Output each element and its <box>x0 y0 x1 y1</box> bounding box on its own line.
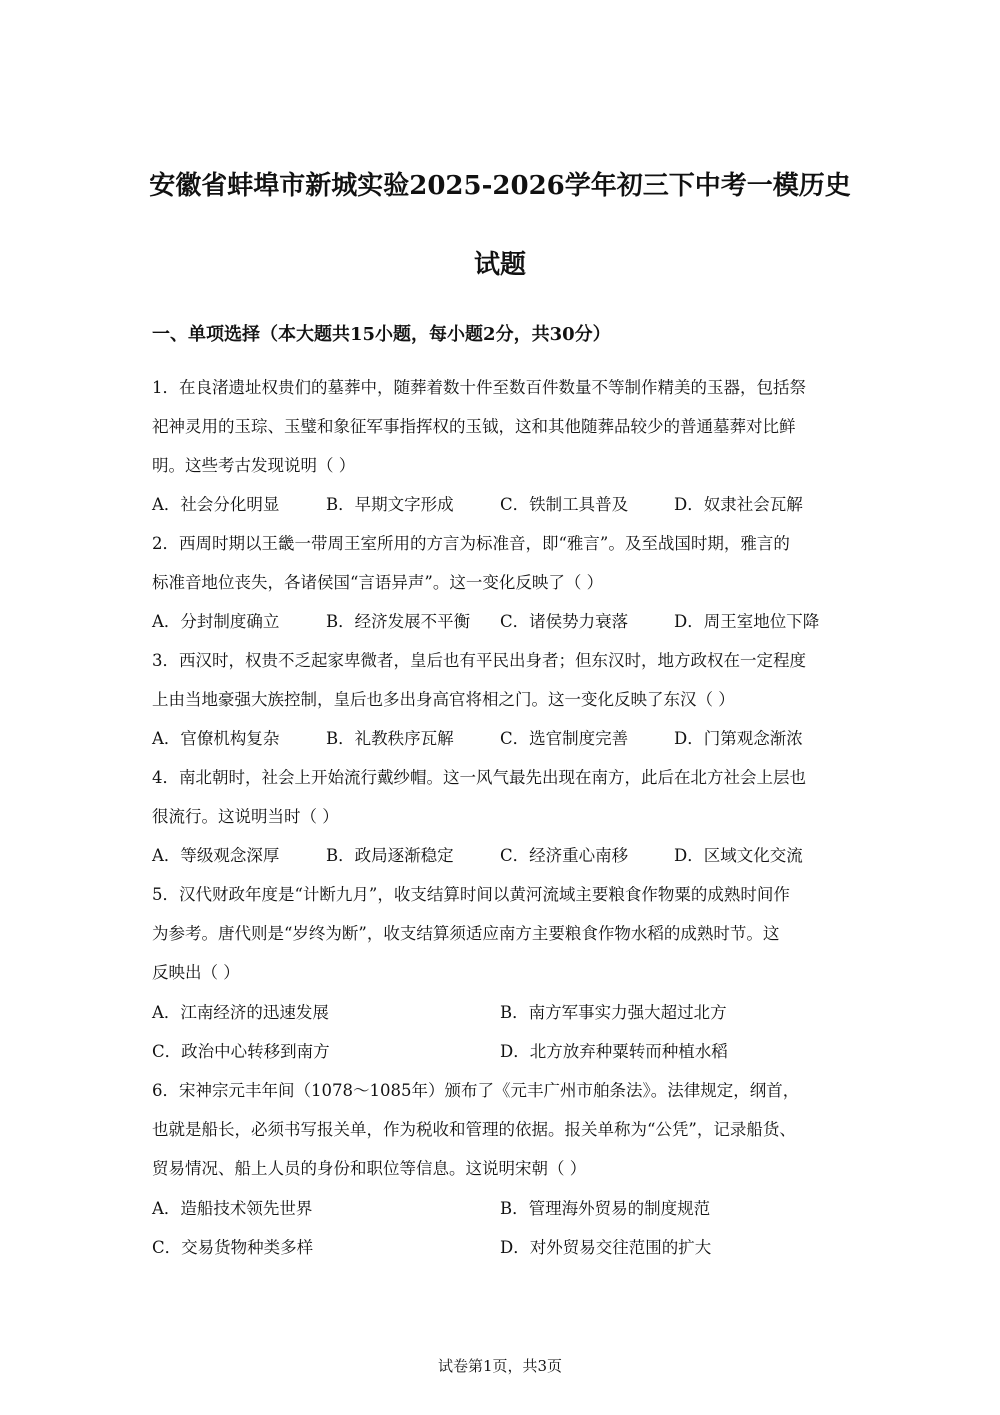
question-2-options <box>152 602 852 641</box>
question-3-option-d[interactable]: D．门第观念渐浓 <box>674 729 803 748</box>
question-4-stem <box>152 758 852 836</box>
question-1-line-1: 1．在良渚遗址权贵们的墓葬中，随葬着数十件至数百件数量不等制作精美的玉器，包括祭 <box>152 378 806 397</box>
question-1-option-a[interactable]: A．社会分化明显 <box>152 495 280 514</box>
question-5-line-2: 为参考。唐代则是“岁终为断”，收支结算须适应南方主要粮食作物水稻的成熟时节。这 <box>152 924 780 943</box>
question-6-options-row-1 <box>152 1189 852 1228</box>
exam-title-line-2: 试题 <box>473 250 526 280</box>
question-6-option-c[interactable]: C．交易货物种类多样 <box>152 1238 314 1257</box>
question-2-line-1: 2．西周时期以王畿一带周王室所用的方言为标准音，即“雅言”。及至战国时期，雅言的 <box>152 534 790 553</box>
question-5-stem <box>152 875 852 992</box>
question-4-option-b[interactable]: B．政局逐渐稳定 <box>326 846 454 865</box>
question-2-option-d[interactable]: D．周王室地位下降 <box>674 612 820 631</box>
question-3-option-c[interactable]: C．选官制度完善 <box>500 729 629 748</box>
question-4-option-a[interactable]: A．等级观念深厚 <box>152 846 280 865</box>
question-3-option-b[interactable]: B．礼教秩序瓦解 <box>326 729 454 748</box>
question-4-line-2: 很流行。这说明当时（ ） <box>152 807 339 826</box>
question-1-option-d[interactable]: D．奴隶社会瓦解 <box>674 495 803 514</box>
question-1-option-b[interactable]: B．早期文字形成 <box>326 495 454 514</box>
question-2-option-b[interactable]: B．经济发展不平衡 <box>326 612 471 631</box>
question-5-options-row-2 <box>152 1032 852 1071</box>
question-5-options-row-1 <box>152 993 852 1032</box>
question-1-line-3: 明。这些考古发现说明（ ） <box>152 456 356 475</box>
question-2-option-a[interactable]: A．分封制度确立 <box>152 612 280 631</box>
question-6-option-b[interactable]: B．管理海外贸易的制度规范 <box>500 1199 711 1218</box>
question-2-stem <box>152 524 852 602</box>
question-6-line-2: 也就是船长，必须书写报关单，作为税收和管理的依据。报关单称为“公凭”，记录船货、 <box>152 1120 796 1139</box>
question-6-options-row-2 <box>152 1228 852 1267</box>
question-5-option-a[interactable]: A．江南经济的迅速发展 <box>152 1003 329 1022</box>
question-3-option-a[interactable]: A．官僚机构复杂 <box>152 729 280 748</box>
question-6-line-3: 贸易情况、船上人员的身份和职位等信息。这说明宋朝（ ） <box>152 1159 587 1178</box>
question-6-stem <box>152 1071 852 1188</box>
question-1-options <box>152 485 852 524</box>
question-5-option-b[interactable]: B．南方军事实力强大超过北方 <box>500 1003 727 1022</box>
exam-title-line-1: 安徽省蚌埠市新城实验2025-2026学年初三下中考一模历史 <box>149 171 851 201</box>
question-1-stem <box>152 368 852 485</box>
question-5-option-c[interactable]: C．政治中心转移到南方 <box>152 1042 330 1061</box>
question-3-stem <box>152 641 852 719</box>
question-1-line-2: 祀神灵用的玉琮、玉璧和象征军事指挥权的玉钺，这和其他随葬品较少的普通墓葬对比鲜 <box>152 417 796 436</box>
question-2-option-c[interactable]: C．诸侯势力衰落 <box>500 612 629 631</box>
question-3-options <box>152 719 852 758</box>
question-3-line-1: 3．西汉时，权贵不乏起家卑微者，皇后也有平民出身者；但东汉时，地方政权在一定程度 <box>152 651 806 670</box>
section-heading: 一、单项选择（本大题共15小题，每小题2分，共30分） <box>152 324 611 345</box>
question-6-option-d[interactable]: D．对外贸易交往范围的扩大 <box>500 1238 712 1257</box>
question-5-line-1: 5．汉代财政年度是“计断九月”，收支结算时间以黄河流域主要粮食作物粟的成熟时间作 <box>152 885 790 904</box>
question-5-option-d[interactable]: D．北方放弃种粟转而种植水稻 <box>500 1042 728 1061</box>
question-3-line-2: 上由当地豪强大族控制，皇后也多出身高官将相之门。这一变化反映了东汉（ ） <box>152 690 735 709</box>
question-6-option-a[interactable]: A．造船技术领先世界 <box>152 1199 313 1218</box>
question-4-line-1: 4．南北朝时，社会上开始流行戴纱帽。这一风气最先出现在南方，此后在北方社会上层也 <box>152 768 806 787</box>
page-footer: 试卷第1页，共3页 <box>437 1357 563 1375</box>
question-4-option-c[interactable]: C．经济重心南移 <box>500 846 629 865</box>
question-4-option-d[interactable]: D．区域文化交流 <box>674 846 803 865</box>
question-5-line-3: 反映出（ ） <box>152 963 240 982</box>
question-6-line-1: 6．宋神宗元丰年间（1078～1085年）颁布了《元丰广州市舶条法》。法律规定，纲首， <box>152 1081 800 1100</box>
question-4-options <box>152 836 852 875</box>
question-1-option-c[interactable]: C．铁制工具普及 <box>500 495 629 514</box>
question-2-line-2: 标准音地位丧失，各诸侯国“言语异声”。这一变化反映了（ ） <box>152 573 604 592</box>
